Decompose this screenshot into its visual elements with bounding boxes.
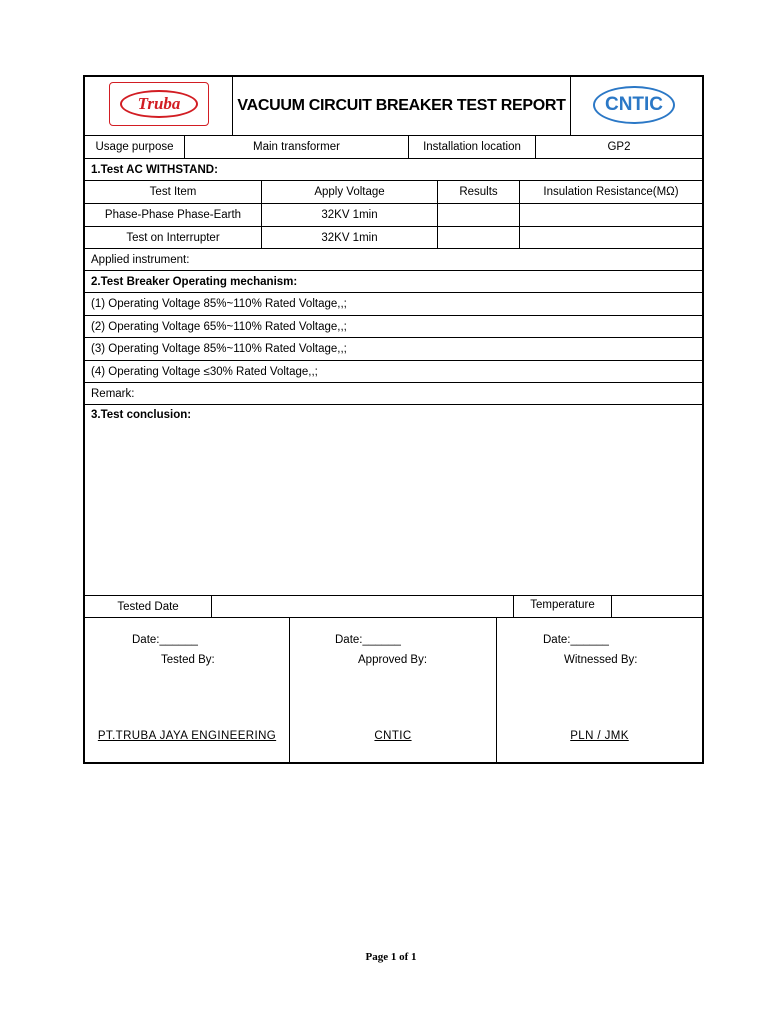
insulation-cell[interactable]: [520, 204, 702, 226]
insulation-cell[interactable]: [520, 227, 702, 248]
installation-location-value[interactable]: GP2: [607, 141, 631, 153]
truba-logo-cell: [85, 77, 233, 135]
truba-logo: [109, 82, 209, 126]
apply-voltage-cell: 32KV 1min: [262, 204, 438, 226]
list-item: [85, 361, 702, 383]
tested-date-value[interactable]: [212, 596, 514, 617]
cntic-logo: CNTIC: [593, 86, 675, 124]
tested-date-line[interactable]: Date:______: [132, 634, 198, 646]
truba-logo-text: Truba: [120, 90, 198, 118]
table-row: [85, 227, 702, 249]
approved-by-label: Approved By:: [358, 654, 428, 666]
col-apply-voltage: Apply Voltage: [262, 181, 438, 203]
results-cell[interactable]: [438, 227, 520, 248]
section2-heading: 2.Test Breaker Operating mechanism:: [91, 275, 298, 288]
report-title: VACUUM CIRCUIT BREAKER TEST REPORT: [233, 77, 571, 135]
results-cell[interactable]: [438, 204, 520, 226]
remark-label[interactable]: Remark:: [91, 387, 135, 400]
remark-row: [85, 383, 702, 405]
applied-instrument-label[interactable]: Applied instrument:: [91, 253, 190, 266]
usage-purpose-value[interactable]: Main transformer: [185, 136, 409, 158]
operating-voltage-item[interactable]: (4) Operating Voltage ≤30% Rated Voltage,,;: [91, 365, 318, 378]
tested-by-org: PT.TRUBA JAYA ENGINEERING: [97, 730, 277, 742]
apply-voltage-cell: 32KV 1min: [262, 227, 438, 248]
list-item: [85, 316, 702, 338]
installation-location-label: Installation location: [409, 136, 536, 158]
signature-block-tested: [85, 618, 290, 762]
tested-by-label: Tested By:: [161, 654, 215, 666]
operating-voltage-item[interactable]: (2) Operating Voltage 65%~110% Rated Voltage,,;: [91, 320, 347, 333]
operating-voltage-item[interactable]: (3) Operating Voltage 85%~110% Rated Voltage,,;: [91, 343, 347, 355]
operating-voltage-item[interactable]: (1) Operating Voltage 85%~110% Rated Voltage,,;: [91, 298, 347, 310]
col-results: Results: [438, 181, 520, 203]
header-row: [85, 77, 702, 136]
approved-date-line[interactable]: Date:______: [335, 634, 401, 646]
test-item-cell: Phase-Phase Phase-Earth: [85, 204, 262, 226]
witnessed-date-line[interactable]: Date:______: [543, 634, 609, 646]
temperature-label: Temperature: [514, 596, 612, 617]
test-report-form: [83, 75, 704, 764]
test-item-cell: Test on Interrupter: [85, 227, 262, 248]
section3-heading: 3.Test conclusion:: [91, 409, 192, 421]
page-number: Page 1 of 1: [365, 951, 417, 963]
section1-header-row: [85, 181, 702, 204]
section1-heading: 1.Test AC WITHSTAND:: [91, 163, 218, 176]
tested-date-row: [85, 596, 702, 618]
tested-date-label: Tested Date: [85, 596, 212, 617]
temperature-value[interactable]: [612, 596, 702, 617]
col-test-item: Test Item: [85, 181, 262, 203]
list-item: [85, 293, 702, 316]
cntic-logo-cell: [571, 77, 702, 135]
witnessed-by-org: PLN / JMK: [570, 730, 629, 742]
usage-row: [85, 136, 702, 159]
col-insulation-resistance: Insulation Resistance(MΩ): [543, 186, 679, 198]
usage-purpose-label: Usage purpose: [85, 136, 185, 158]
witnessed-by-label: Witnessed By:: [564, 654, 638, 666]
section1-heading-row: [85, 159, 702, 181]
list-item: [85, 338, 702, 361]
section2-heading-row: [85, 271, 702, 293]
conclusion-row: [85, 405, 702, 596]
signature-block-approved: [290, 618, 497, 762]
signature-row: [85, 618, 702, 762]
applied-instrument-row: [85, 249, 702, 271]
signature-block-witnessed: [497, 618, 702, 762]
approved-by-org: CNTIC: [374, 730, 412, 742]
table-row: [85, 204, 702, 227]
